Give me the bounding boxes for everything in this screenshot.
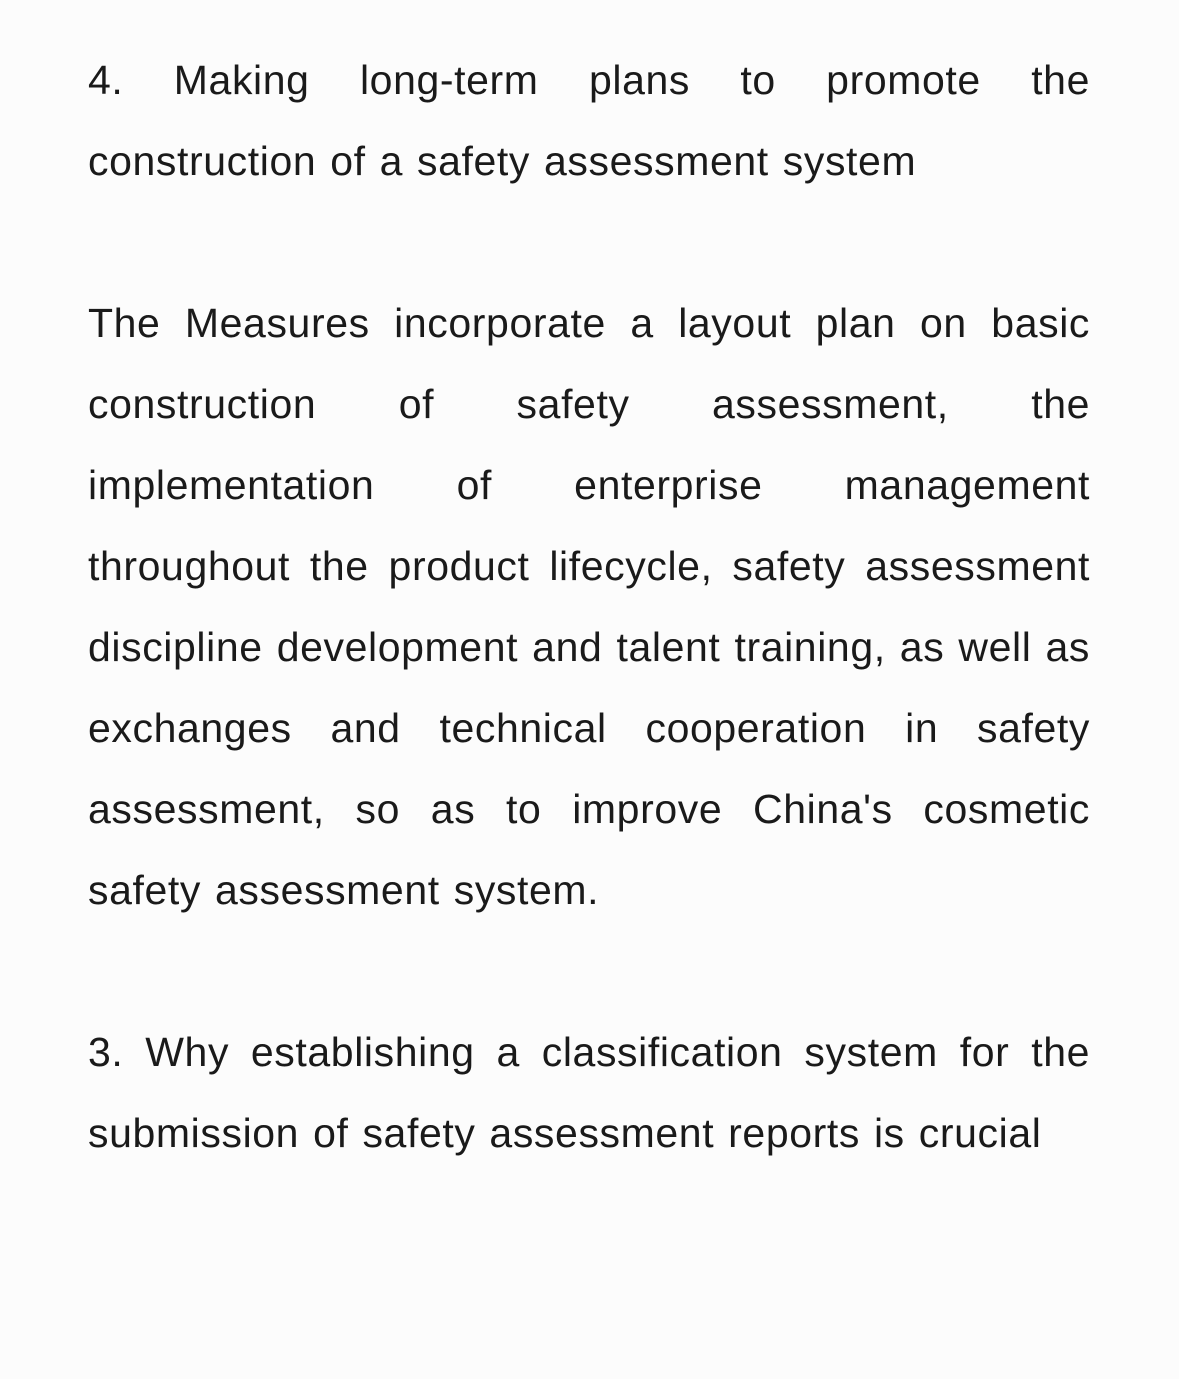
section-heading-classification-system: 3. Why establishing a classification system for the submission of safety assessment reports is crucial bbox=[88, 1029, 1090, 1156]
section-heading-long-term-plans: 4. Making long-term plans to promote the construction of a safety assessment system bbox=[88, 57, 1090, 184]
body-paragraph-measures: The Measures incorporate a layout plan on basic construction of safety assessment, the implementation of enterprise management throughout the product lifecycle, safety assessment discipline development and talent training, as well as exchanges and technical cooperation in safety assessment, so as to improve China's cosmetic safety assessment system. bbox=[88, 300, 1090, 913]
article-body bbox=[88, 40, 1090, 1174]
